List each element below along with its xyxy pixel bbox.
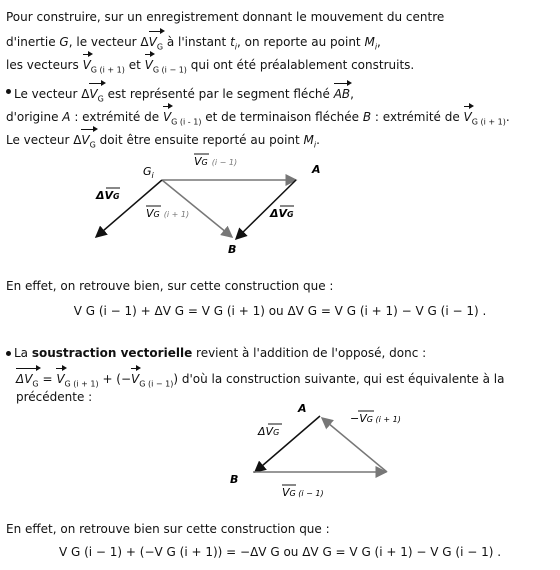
label-b-2: B	[230, 473, 239, 486]
label-a-2: A	[298, 402, 307, 415]
label-b: B	[228, 243, 237, 256]
label-dv-left: ΔVG	[96, 189, 120, 202]
para2-line-1: Le vecteur $\Delta V_G$ est représenté par le segment fléché AB,	[14, 81, 354, 108]
label-vg-bottom: VG (i − 1)	[282, 486, 324, 499]
result-2-intro: En effet, on retrouve bien sur cette construction que :	[6, 522, 330, 536]
vector-vg-i-minus-1: V	[145, 52, 153, 74]
label-neg-vg: −VG (i + 1)	[350, 412, 401, 425]
intro-line-3: les vecteurs $V_{G (i + 1)}$ et $V_{G (i - 1)}$ qui ont été préalablement construits.	[6, 52, 414, 79]
vector-vg: $V_G$	[149, 29, 163, 56]
para3-line-3: précédente :	[16, 390, 93, 404]
para2-line-2: d'origine A : extrémité de $V_{G (i - 1)}$ et de terminaison fléchée B : extrémité de $V_{G (i + 1)}$.	[6, 104, 510, 131]
label-vg-top: VG (i − 1)	[194, 155, 238, 168]
result-1-intro: En effet, on retrouve bien, sur cette construction que :	[6, 279, 334, 293]
vector-diagram-1	[0, 145, 560, 265]
intro-line-1: Pour construire, sur un enregistrement donnant le mouvement du centre	[6, 10, 445, 24]
para3-line-1: La soustraction vectorielle revient à l'addition de l'opposé, donc :	[14, 346, 427, 360]
label-dv-right: ΔVG	[270, 207, 294, 220]
bullet-1	[6, 89, 11, 94]
vector-vg-i-plus-1-arrow	[162, 180, 232, 237]
neg-vg-arrow	[322, 418, 387, 472]
label-a: A	[312, 163, 321, 176]
vector-diagram-2	[0, 400, 560, 505]
result-2-equation: V G (i − 1) + (−V G (i + 1)) = −ΔV G ou ΔV G = V G (i + 1) − V G (i − 1) .	[58, 545, 502, 559]
vector-vg-i-plus-1: V	[83, 52, 91, 74]
intro-line-2: d'inertie G, le vecteur $\Delta V_G$ à l'instant $t_i$, on reporte au point $M_i$,	[6, 29, 381, 56]
result-1-equation: V G (i − 1) + ΔV G = V G (i + 1) ou ΔV G = V G (i + 1) − V G (i − 1) .	[73, 304, 487, 318]
label-gi: $G_i$	[143, 165, 154, 180]
bullet-2	[6, 351, 11, 356]
label-vg-mid: VG (i + 1)	[146, 207, 190, 220]
para3-line-2: $\Delta V_G = V_{G (i + 1)} + (-V_{G (i - 1)})$ d'où la construction suivante, qui est équivalente à la	[16, 366, 504, 393]
para2-line-3: Le vecteur $\Delta V_G$ doit être ensuite reporté au point $M_i$.	[6, 127, 320, 154]
label-dv-2: ΔVG	[258, 425, 280, 438]
segment-ab: AB	[334, 81, 350, 103]
